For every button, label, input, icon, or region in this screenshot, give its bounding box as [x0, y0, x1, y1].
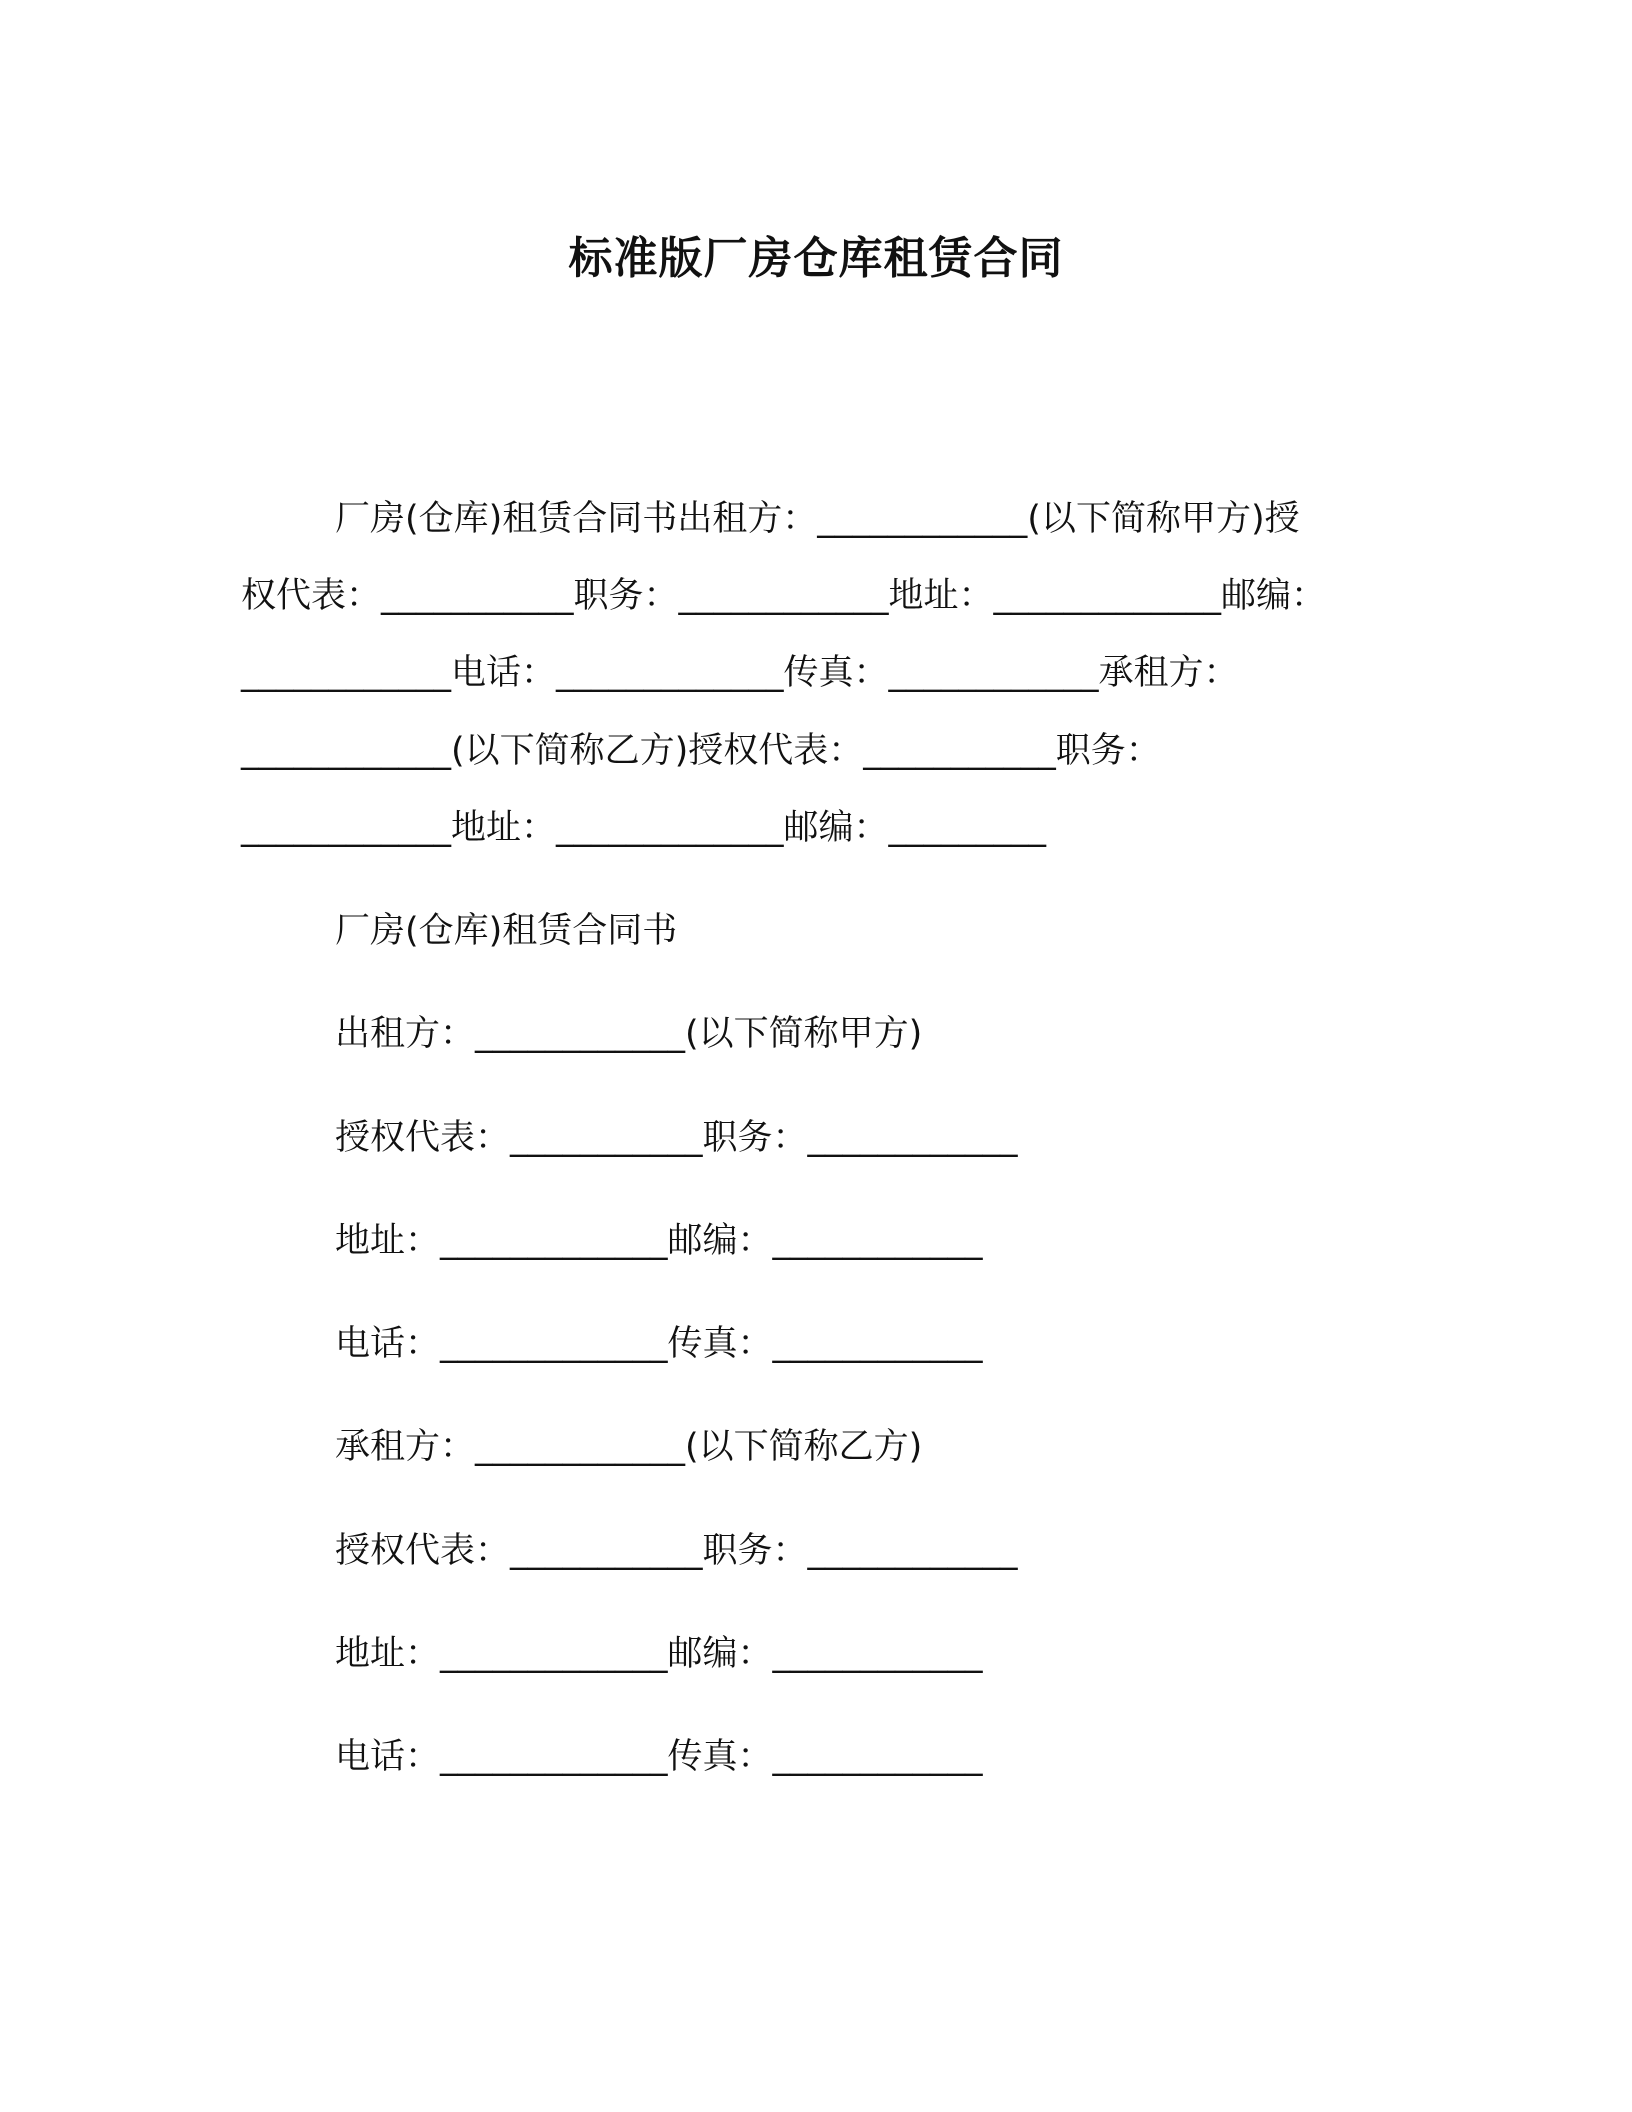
intro-line-1: 厂房(仓库)租赁合同书出租方：____________(以下简称甲方)授 [335, 499, 1300, 539]
intro-line-4: ____________(以下简称乙方)授权代表：___________职务： [241, 731, 1161, 771]
lessee-field: 承租方：____________(以下简称乙方) [335, 1427, 923, 1467]
lessor-address-field: 地址：_____________邮编：____________ [335, 1221, 983, 1261]
lessor-representative-field: 授权代表：___________职务：____________ [335, 1118, 1018, 1158]
intro-line-5: ____________地址：_____________邮编：_________ [241, 808, 1047, 848]
lessee-representative-field: 授权代表：___________职务：____________ [335, 1531, 1018, 1571]
intro-line-2: 权代表：___________职务：____________地址：_____________邮编： [241, 576, 1327, 616]
intro-line-3: ____________电话：_____________传真：____________承租方： [241, 653, 1239, 693]
lessee-address-field: 地址：_____________邮编：____________ [335, 1634, 983, 1674]
lessee-phone-field: 电话：_____________传真：____________ [335, 1737, 983, 1777]
lessor-phone-field: 电话：_____________传真：____________ [335, 1324, 983, 1364]
lessor-field: 出租方：____________(以下简称甲方) [335, 1014, 923, 1054]
document-title: 标准版厂房仓库租赁合同 [568, 233, 1064, 284]
section-title: 厂房(仓库)租赁合同书 [335, 911, 678, 951]
